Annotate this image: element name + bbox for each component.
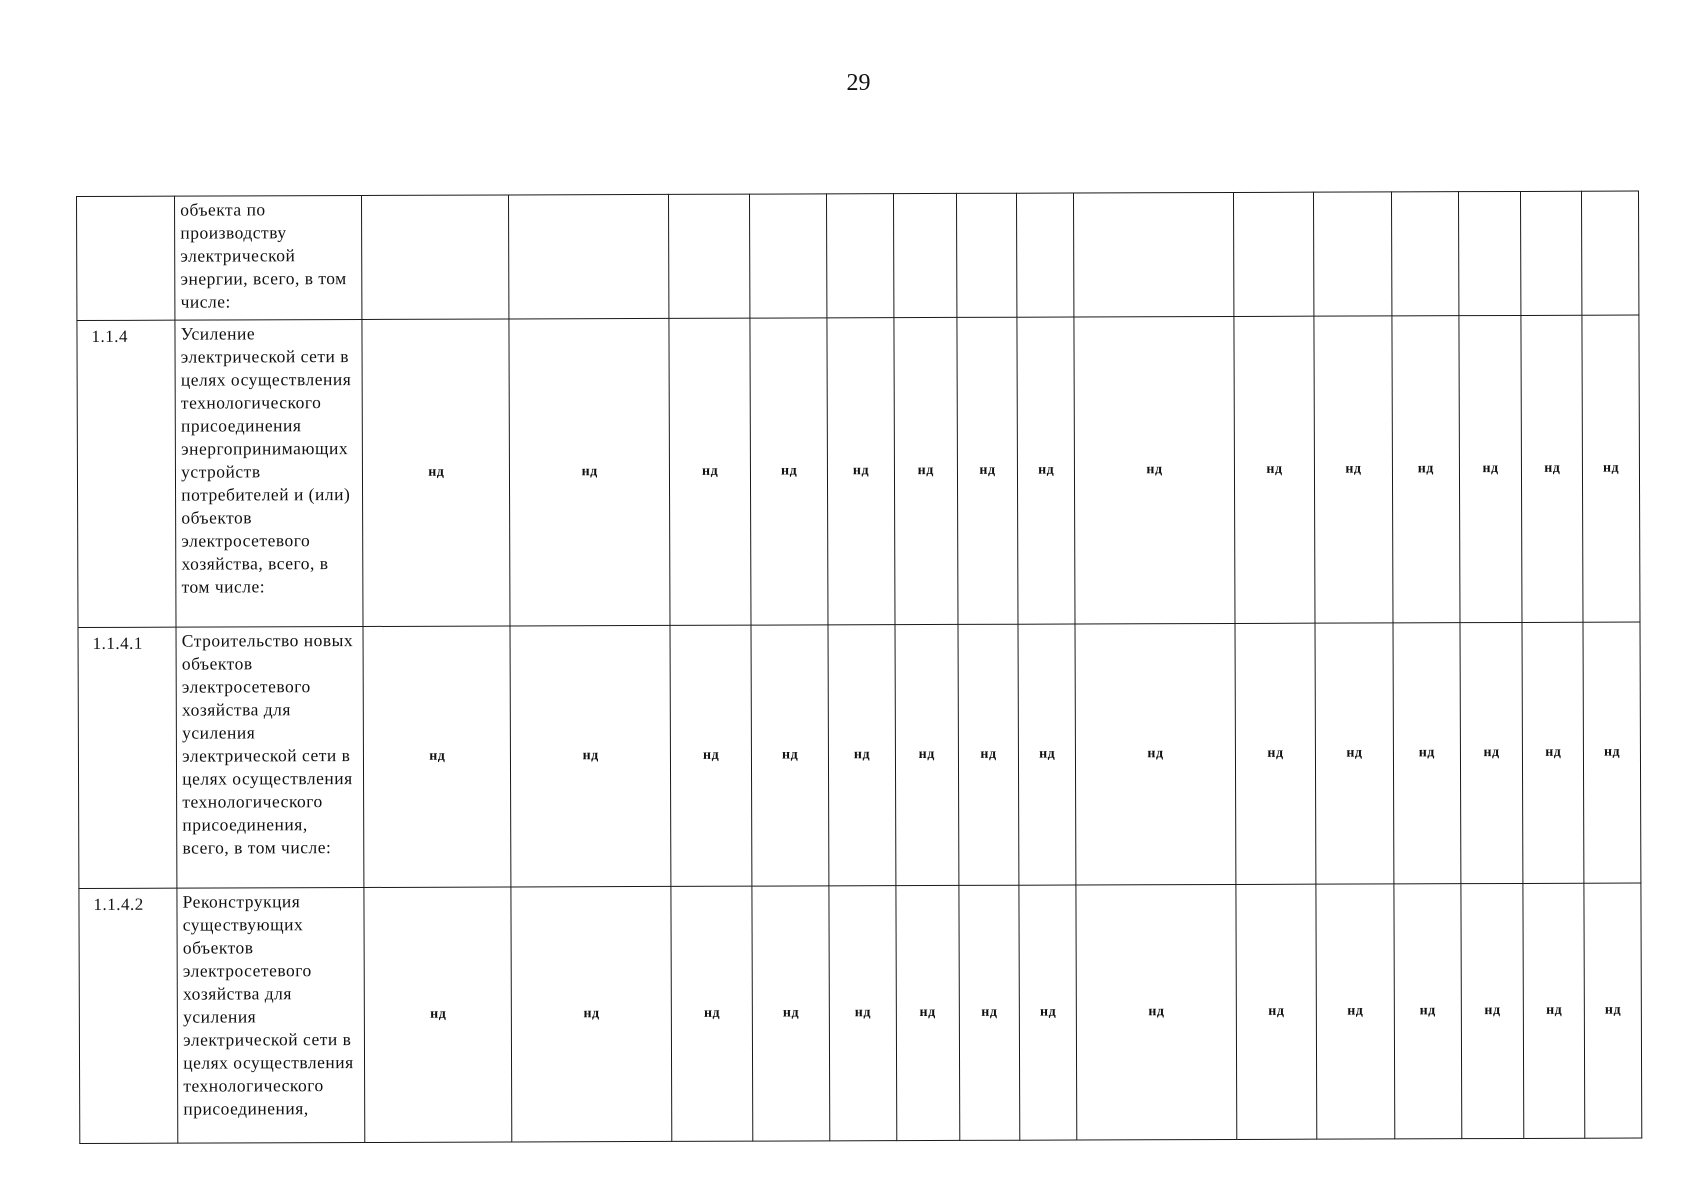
value-cell: нд (752, 886, 830, 1141)
value-cell: нд (1235, 623, 1316, 884)
value-cell: нд (670, 625, 752, 886)
table-row (77, 315, 1640, 627)
value-cell (1458, 191, 1521, 315)
value-cell: нд (1018, 624, 1076, 885)
value-cell: нд (1074, 316, 1235, 624)
value-cell (1074, 192, 1234, 317)
table-row (79, 883, 1642, 1143)
value-cell: нд (895, 624, 959, 885)
value-cell: нд (1076, 884, 1237, 1140)
value-cell: нд (511, 886, 672, 1142)
value-cell: нд (363, 626, 511, 888)
value-cell: нд (1584, 883, 1642, 1138)
value-cell: нд (751, 625, 829, 886)
value-cell (1233, 192, 1313, 316)
value-cell: нд (1315, 623, 1394, 884)
value-cell (509, 194, 669, 319)
table-row (78, 622, 1641, 888)
value-cell (827, 194, 894, 318)
value-cell (893, 193, 956, 317)
value-cell (956, 193, 1017, 317)
value-cell: нд (671, 886, 753, 1141)
value-cell (1017, 193, 1074, 317)
value-cell: нд (896, 885, 960, 1140)
value-cell: нд (1460, 622, 1524, 883)
value-cell: нд (829, 886, 897, 1141)
value-cell: нд (1314, 316, 1393, 623)
value-cell: нд (957, 317, 1019, 624)
value-cell: нд (1236, 884, 1317, 1139)
value-cell: нд (1019, 885, 1077, 1140)
value-cell: нд (1522, 622, 1584, 883)
value-cell: нд (669, 318, 751, 625)
value-cell: нд (509, 318, 670, 626)
value-cell: нд (1392, 316, 1460, 623)
value-cell: нд (1461, 883, 1525, 1138)
value-cell (669, 194, 750, 318)
value-cell: нд (1234, 316, 1315, 623)
value-cell: нд (1394, 884, 1462, 1139)
row-number-cell: 1.1.4.1 (78, 627, 177, 888)
row-name-cell: Усиление электрической сети в целях осуществления технологического присоединения энергопринимающих устройств потребителей и (или) объектов электросетевого хозяйства, всего, в том числе: (175, 320, 363, 628)
value-cell (362, 195, 509, 320)
value-cell (1521, 191, 1582, 315)
value-cell (1582, 191, 1639, 315)
data-table (76, 191, 1642, 1144)
value-cell (1391, 192, 1458, 316)
value-cell: нд (1582, 315, 1640, 622)
page-number: 29 (846, 70, 871, 96)
row-number-cell: 1.1.4.2 (79, 888, 178, 1143)
data-table-container (76, 191, 1642, 1144)
value-cell (1313, 192, 1391, 316)
value-cell: нд (894, 317, 958, 624)
value-cell (750, 194, 827, 318)
value-cell: нд (827, 318, 895, 625)
value-cell: нд (1521, 315, 1583, 622)
value-cell: нд (959, 885, 1021, 1140)
value-cell: нд (1583, 622, 1641, 883)
row-name-cell: объекта по производству электрической энергии, всего, в том числе: (175, 196, 363, 321)
value-cell: нд (1523, 883, 1585, 1138)
value-cell: нд (364, 887, 512, 1143)
value-cell: нд (362, 319, 510, 627)
value-cell: нд (1075, 623, 1236, 885)
value-cell: нд (750, 318, 828, 625)
row-name-cell: Реконструкция существующих объектов электросетевого хозяйства для усиления электрической сети в целях осуществления технологического присоединения, (177, 887, 365, 1143)
value-cell: нд (958, 624, 1020, 885)
value-cell: нд (1017, 317, 1075, 624)
value-cell: нд (1459, 315, 1523, 622)
value-cell: нд (828, 625, 896, 886)
row-number-cell (77, 196, 176, 320)
table-row (77, 191, 1639, 320)
row-name-cell: Строительство новых объектов электросетевого хозяйства для усиления электрической сети в целях осуществления технологического присоединения, всего, в том числе: (176, 626, 364, 888)
row-number-cell: 1.1.4 (77, 320, 176, 627)
value-cell: нд (1393, 623, 1461, 884)
value-cell: нд (1316, 884, 1395, 1139)
value-cell: нд (510, 625, 671, 887)
